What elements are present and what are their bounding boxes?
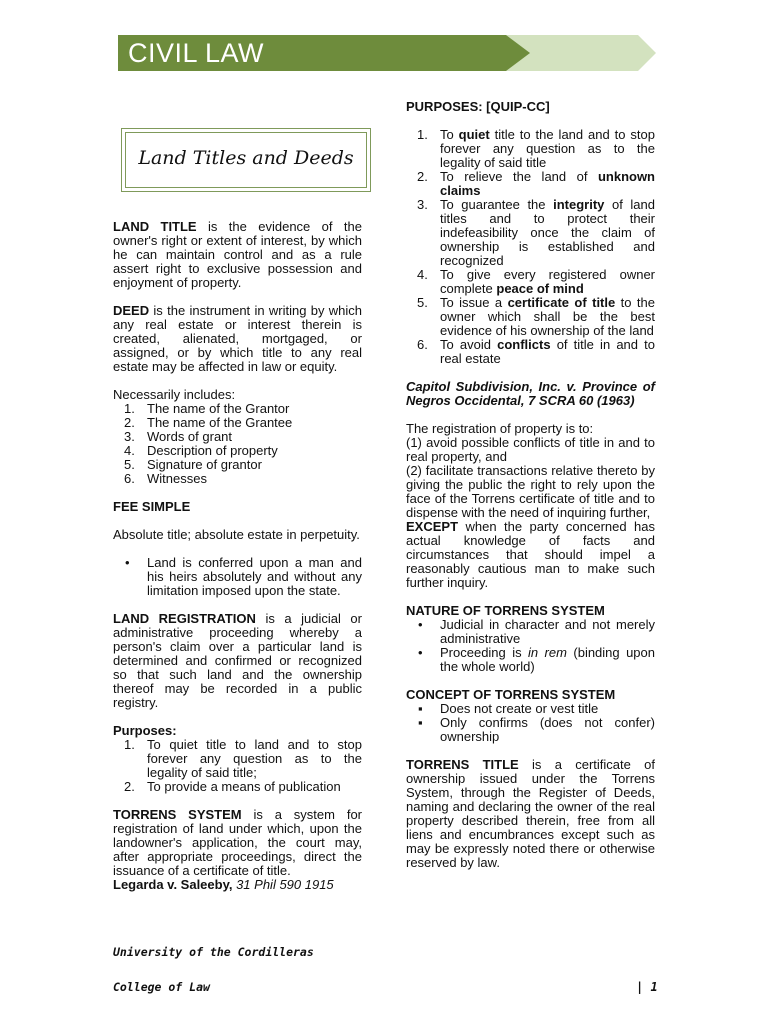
land-title-definition: is the evidence of the owner's right or extent of interest, by which he can maintain control and as a rule assert right to exclusive possession and enjoyment of property. — [113, 219, 362, 290]
torrens-title-paragraph: TORRENS TITLE is a certificate of ownership issued under the Torrens System, through the Register of Deeds, naming and declaring the owner of the real property described therein, free from all liens and encumbrances except such as may be expressly noted there or otherwise reserved by law. — [406, 757, 655, 870]
nature-heading: NATURE OF TORRENS SYSTEM — [406, 603, 605, 618]
list-item: 6. Witnesses — [124, 471, 207, 486]
legarda-citation: Legarda v. Saleeby, 31 Phil 590 1915 — [113, 877, 334, 892]
land-registration-term: LAND REGISTRATION — [113, 611, 256, 626]
fee-simple-bullets — [113, 556, 362, 598]
includes-list — [113, 402, 362, 486]
list-item: • Land is conferred upon a man and his heirs absolutely and without any limitation imposed upon the state. — [125, 555, 362, 598]
torrens-system-paragraph — [113, 808, 362, 878]
list-item: ▪ Only confirms (does not confer) ownership — [418, 715, 655, 744]
page-number: | 1 — [636, 980, 658, 994]
torrens-system-term: TORRENS SYSTEM — [113, 807, 242, 822]
except-term: EXCEPT — [406, 519, 459, 534]
necessarily-includes-label: Necessarily includes: — [113, 387, 236, 402]
right-column — [406, 100, 655, 870]
except-paragraph: EXCEPT when the party concerned has actual knowledge of facts and circumstances that should impel a reasonably cautious man to make such further inquiry. — [406, 519, 655, 590]
registration-point-1: (1) avoid possible conflicts of title in and to real property, and — [406, 435, 655, 464]
list-item: • Proceeding is in rem (binding upon the whole world) — [418, 645, 655, 674]
document-title: Land Titles and Deeds — [138, 147, 354, 169]
title-box — [121, 128, 371, 192]
list-item: 5. To issue a certificate of title to the owner which shall be the best evidence of his ownership of the land — [417, 295, 655, 338]
purposes-quipcc-heading: PURPOSES: [QUIP-CC] — [406, 99, 550, 114]
torrens-system-definition: is a system for registration of land under which, upon the landowner's application, the court may, after appropriate proceedings, direct the issuance of a certificate of title. — [113, 807, 362, 878]
list-item: 2. The name of the Grantee — [124, 415, 293, 430]
header-banner — [118, 35, 656, 71]
list-item: 5. Signature of grantor — [124, 457, 262, 472]
left-column — [113, 220, 362, 892]
list-item: ▪ Does not create or vest title — [418, 701, 599, 716]
list-item: 3. Words of grant — [124, 429, 233, 444]
header-title: CIVIL LAW — [128, 38, 265, 68]
list-item: 2. To provide a means of publication — [124, 779, 341, 794]
land-title-term: LAND TITLE — [113, 219, 197, 234]
footer-college: College of Law — [113, 980, 210, 994]
quipcc-list — [406, 128, 655, 366]
concept-heading: CONCEPT OF TORRENS SYSTEM — [406, 687, 616, 702]
land-registration-definition: is a judicial or administrative proceeding whereby a person's claim over a particular land is determined and confirmed or recognized so that such land and the ownership thereof may be recorded in a public registry. — [113, 611, 362, 710]
case-citation: Capitol Subdivision, Inc. v. Province of Negros Occidental, 7 SCRA 60 (1963) — [406, 379, 655, 408]
list-item: 1. The name of the Grantor — [124, 401, 290, 416]
list-item: 6. To avoid conflicts of title in and to real estate — [417, 337, 655, 366]
nature-list — [406, 618, 655, 674]
list-item: • Judicial in character and not merely administrative — [418, 617, 655, 646]
land-registration-paragraph — [113, 612, 362, 710]
fee-simple-definition: Absolute title; absolute estate in perpetuity. — [113, 527, 360, 542]
land-title-paragraph — [113, 220, 362, 290]
concept-list — [406, 702, 655, 744]
deed-definition: is the instrument in writing by which any real estate or interest therein is created, alienated, mortgaged, or assigned, or by which title to any real estate may be affected in law or equity. — [113, 303, 362, 374]
deed-paragraph — [113, 304, 362, 374]
list-item: 1. To quiet title to land and to stop forever any question as to the legality of said title; — [124, 737, 362, 780]
list-item: 3. To guarantee the integrity of land titles and to protect their indefeasibility once the claim of ownership is established and recognized — [417, 197, 655, 268]
list-item: 4. Description of property — [124, 443, 278, 458]
fee-simple-heading: FEE SIMPLE — [113, 499, 191, 514]
deed-term: DEED — [113, 303, 150, 318]
purposes-list — [113, 738, 362, 794]
registration-point-2: (2) facilitate transactions relative thereto by giving the public the right to rely upon the face of the Torrens certificate of title and to dispense with the need of inquiring further, — [406, 463, 655, 520]
registration-intro: The registration of property is to: — [406, 421, 594, 436]
footer-university: University of the Cordilleras — [113, 945, 314, 959]
torrens-title-term: TORRENS TITLE — [406, 757, 519, 772]
list-item: 4. To give every registered owner complete peace of mind — [417, 267, 655, 296]
purposes-label: Purposes: — [113, 723, 177, 738]
list-item: 2. To relieve the land of unknown claims — [417, 169, 655, 198]
list-item: 1. To quiet title to the land and to stop forever any question as to the legality of said title — [417, 127, 656, 170]
